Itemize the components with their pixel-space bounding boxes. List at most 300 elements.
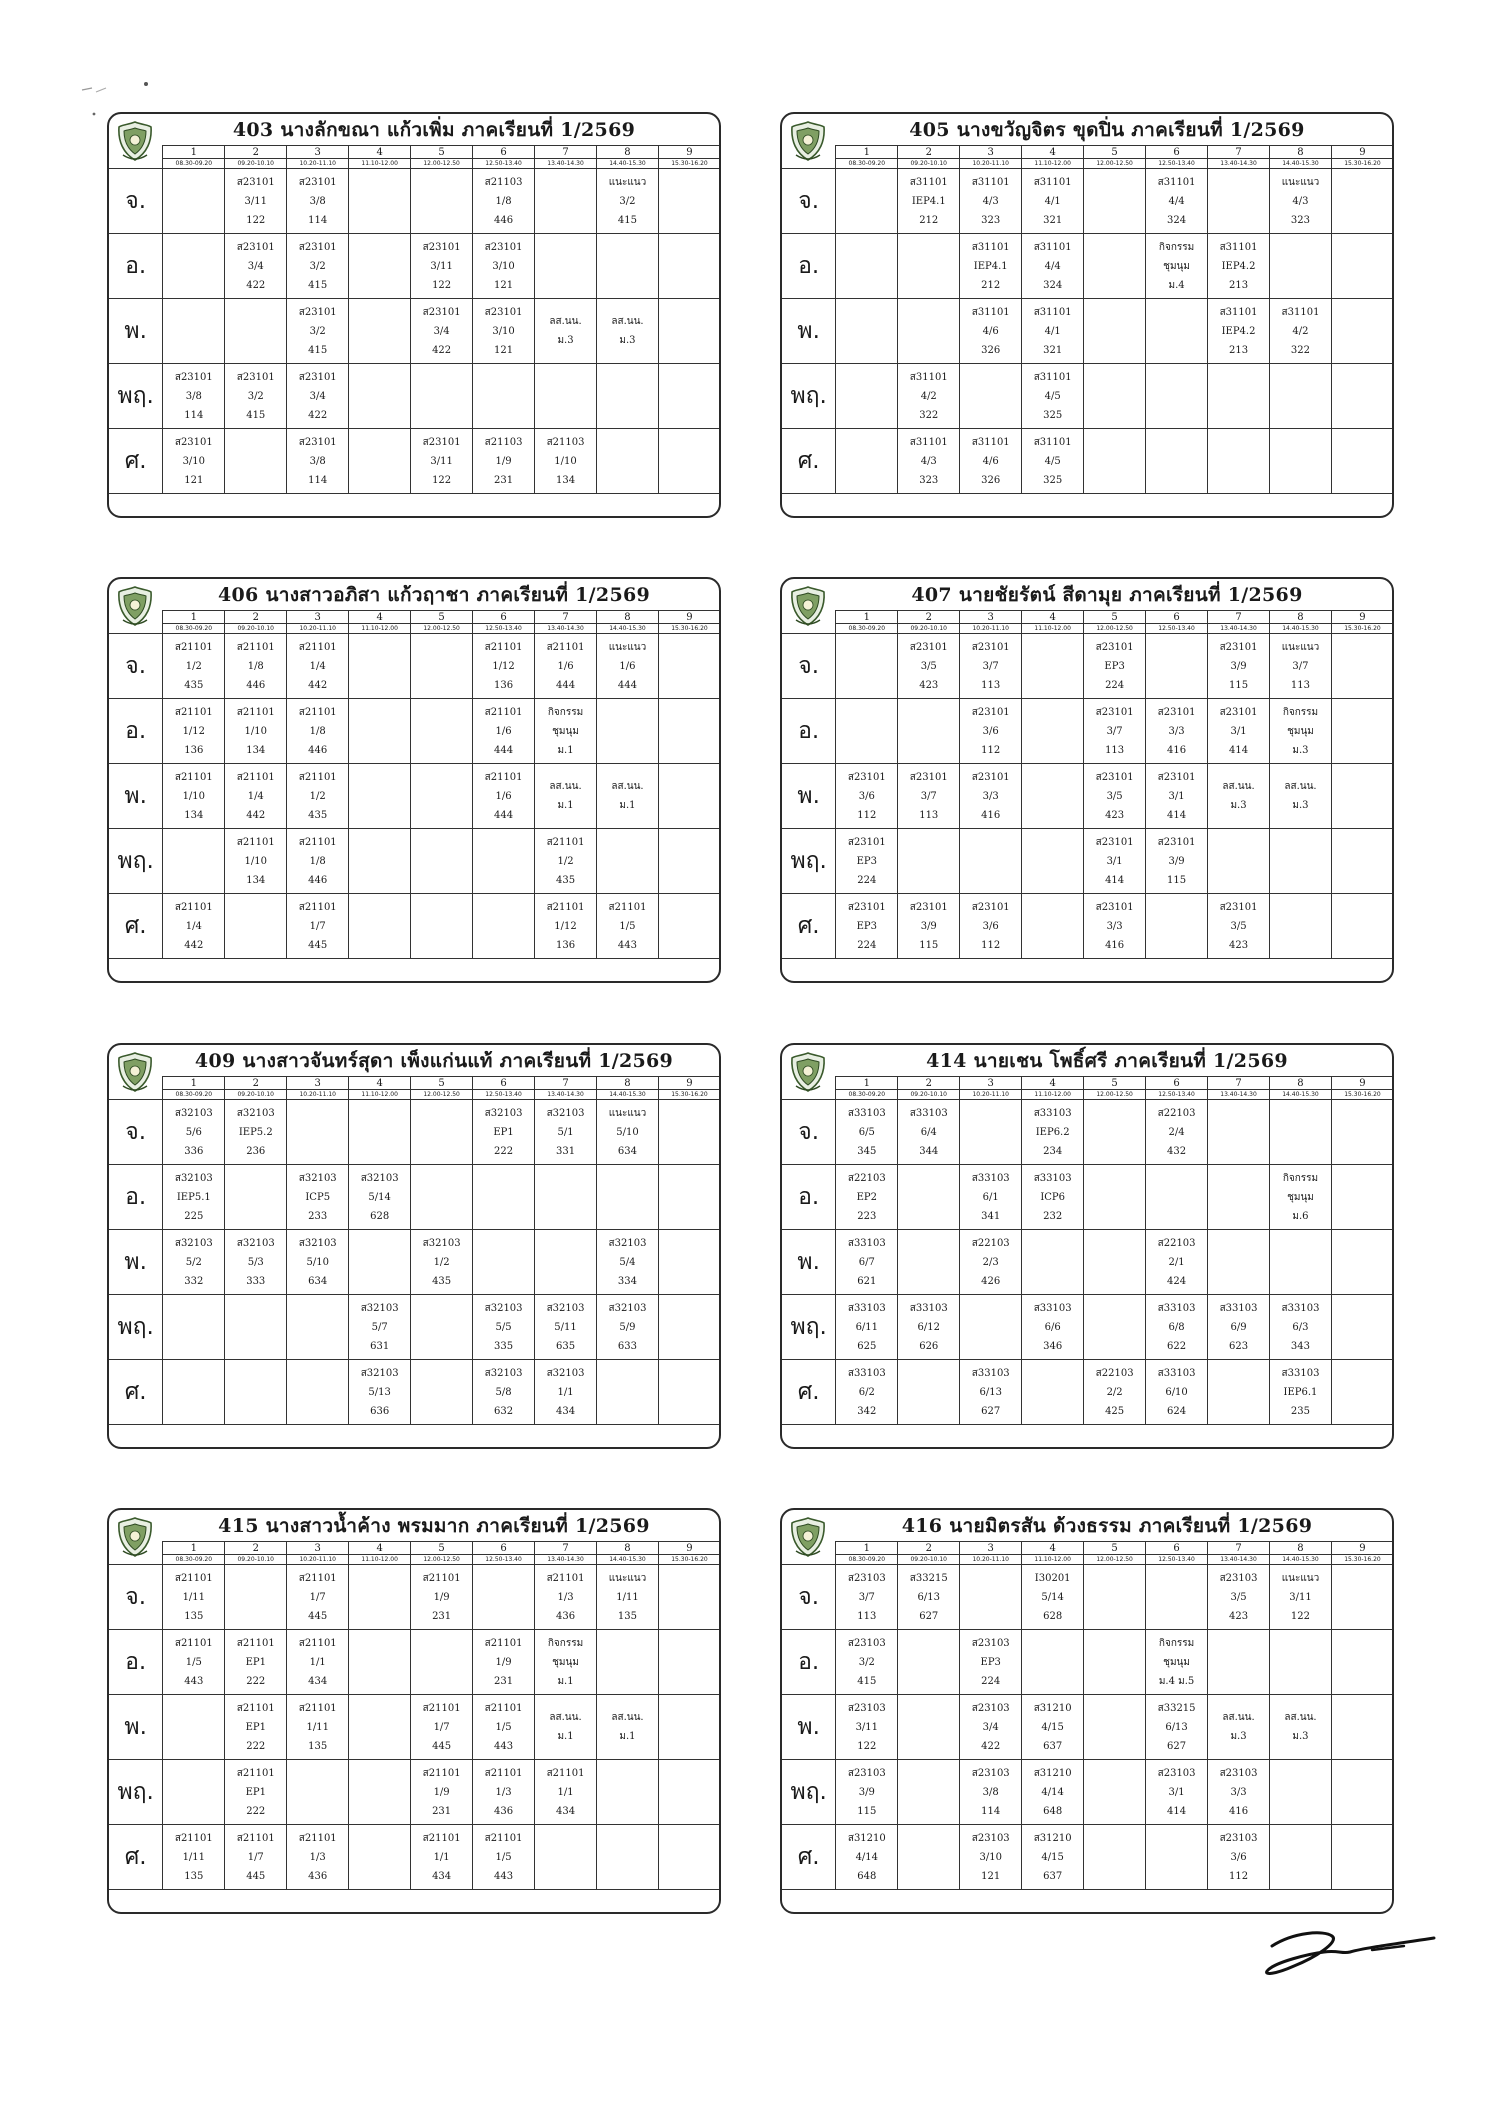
empty-cell bbox=[349, 1630, 411, 1695]
class-cell-line: 4/1 bbox=[1044, 195, 1061, 207]
period-number: 1 bbox=[836, 146, 898, 159]
empty-cell bbox=[411, 1360, 473, 1425]
class-cell bbox=[1022, 364, 1084, 429]
class-cell bbox=[1146, 1695, 1208, 1760]
class-cell-line: ส23101 bbox=[298, 436, 337, 448]
class-cell-line: 323 bbox=[1290, 214, 1311, 226]
period-number: 5 bbox=[411, 611, 473, 624]
timetable-grid bbox=[109, 1076, 721, 1425]
class-cell bbox=[411, 234, 473, 299]
period-number: 3 bbox=[287, 146, 349, 159]
day-row bbox=[109, 1360, 721, 1425]
class-cell-line: 114 bbox=[981, 1805, 1001, 1817]
class-cell-line: ส22103 bbox=[1095, 1367, 1134, 1379]
class-cell bbox=[597, 169, 659, 234]
class-cell-line: IEP4.2 bbox=[1221, 325, 1256, 337]
class-cell bbox=[960, 234, 1022, 299]
class-cell-line: 324 bbox=[1043, 279, 1063, 291]
day-row bbox=[109, 829, 721, 894]
class-cell bbox=[473, 1295, 535, 1360]
period-time: 08.30-09.20 bbox=[163, 159, 225, 169]
class-cell-line: 624 bbox=[1167, 1405, 1187, 1417]
period-number: 8 bbox=[1270, 611, 1332, 624]
day-label: ศ. bbox=[782, 1360, 836, 1425]
period-number-row bbox=[109, 1077, 721, 1090]
empty-cell bbox=[658, 764, 720, 829]
class-cell-line: ม.3 bbox=[557, 335, 574, 346]
header-corner bbox=[109, 1542, 163, 1565]
class-cell-line: 415 bbox=[857, 1675, 877, 1687]
empty-cell bbox=[225, 894, 287, 959]
class-cell-line: 1/10 bbox=[244, 725, 267, 737]
class-cell bbox=[473, 1360, 535, 1425]
class-cell-line: ส21101 bbox=[546, 1572, 585, 1584]
empty-cell bbox=[1331, 169, 1393, 234]
period-time: 15.30-16.20 bbox=[1331, 1555, 1393, 1565]
class-cell-line: ส21101 bbox=[236, 1702, 275, 1714]
class-cell-line: 3/3 bbox=[1230, 1786, 1247, 1798]
class-cell-line: 134 bbox=[246, 874, 266, 886]
class-cell-line: 341 bbox=[981, 1210, 1001, 1222]
class-cell-line: 1/10 bbox=[182, 790, 206, 802]
class-cell-line: ชุมนุม bbox=[1163, 1656, 1190, 1668]
class-cell-line: ม.1 bbox=[557, 800, 574, 811]
empty-cell bbox=[960, 364, 1022, 429]
period-number: 9 bbox=[658, 1077, 720, 1090]
class-cell-line: 112 bbox=[981, 744, 1001, 756]
class-cell-line: 322 bbox=[919, 409, 939, 421]
class-cell bbox=[473, 1760, 535, 1825]
day-label: จ. bbox=[109, 1100, 163, 1165]
class-cell bbox=[1270, 764, 1332, 829]
class-cell-line: 136 bbox=[555, 939, 576, 951]
class-cell-line: 5/5 bbox=[495, 1321, 512, 1333]
day-label: อ. bbox=[782, 234, 836, 299]
class-cell-line: 1/12 bbox=[554, 920, 577, 932]
class-cell-line: ส23101 bbox=[847, 771, 886, 783]
class-cell-line: 2/1 bbox=[1168, 1256, 1185, 1268]
class-cell-line: 2/2 bbox=[1106, 1386, 1123, 1398]
class-cell-line: 1/2 bbox=[185, 660, 202, 672]
header-corner bbox=[782, 1542, 836, 1565]
period-number: 6 bbox=[473, 611, 535, 624]
empty-cell bbox=[898, 1695, 960, 1760]
empty-cell bbox=[960, 1565, 1022, 1630]
period-number: 9 bbox=[1331, 1077, 1393, 1090]
period-time: 12.50-13.40 bbox=[1146, 624, 1208, 634]
class-cell-line: ส33215 bbox=[1157, 1702, 1196, 1714]
day-label: อ. bbox=[782, 1165, 836, 1230]
empty-cell bbox=[836, 299, 898, 364]
class-cell-line: ส23101 bbox=[1095, 706, 1134, 718]
class-cell-line: 426 bbox=[981, 1275, 1001, 1287]
period-number: 8 bbox=[1270, 1542, 1332, 1555]
class-cell-line: 2/3 bbox=[982, 1256, 999, 1268]
class-cell-line: 3/8 bbox=[185, 390, 202, 402]
class-cell-line: แนะแนว bbox=[1281, 641, 1320, 653]
class-cell-line: ม.4 ม.5 bbox=[1158, 1675, 1195, 1687]
period-time: 10.20-11.10 bbox=[287, 1090, 349, 1100]
class-cell-line: 113 bbox=[919, 809, 939, 821]
class-cell-line: ส23101 bbox=[236, 241, 275, 253]
class-cell-line: ส32103 bbox=[484, 1107, 523, 1119]
timetable-grid bbox=[109, 610, 721, 959]
class-cell bbox=[411, 429, 473, 494]
period-time: 12.50-13.40 bbox=[473, 159, 535, 169]
empty-cell bbox=[163, 234, 225, 299]
period-time: 13.40-14.30 bbox=[1208, 159, 1270, 169]
empty-cell bbox=[163, 169, 225, 234]
class-cell-line: 321 bbox=[1043, 344, 1063, 356]
empty-cell bbox=[535, 1825, 597, 1890]
class-cell-line: ส23103 bbox=[1157, 1767, 1196, 1779]
class-cell-line: 3/9 bbox=[858, 1786, 875, 1798]
period-time: 10.20-11.10 bbox=[287, 624, 349, 634]
day-row bbox=[109, 699, 721, 764]
class-cell-line: 635 bbox=[555, 1340, 576, 1352]
empty-cell bbox=[287, 1360, 349, 1425]
class-cell-line: 632 bbox=[494, 1405, 514, 1417]
class-cell-line: 5/4 bbox=[619, 1256, 636, 1268]
period-time: 13.40-14.30 bbox=[1208, 624, 1270, 634]
class-cell-line: EP1 bbox=[245, 1656, 266, 1668]
empty-cell bbox=[535, 364, 597, 429]
period-number: 2 bbox=[898, 1077, 960, 1090]
timetable-card bbox=[780, 112, 1394, 518]
class-cell-line: 446 bbox=[308, 874, 328, 886]
day-row bbox=[782, 1360, 1394, 1425]
class-cell bbox=[287, 894, 349, 959]
period-time: 11.10-12.00 bbox=[1022, 1090, 1084, 1100]
class-cell-line: ม.1 bbox=[619, 800, 636, 811]
class-cell bbox=[960, 169, 1022, 234]
empty-cell bbox=[411, 1100, 473, 1165]
class-cell-line: ส23101 bbox=[909, 771, 948, 783]
card-title: 405 นางขวัญจิตร ขุดปิ่น ภาคเรียนที่ 1/2569 bbox=[909, 119, 1305, 141]
empty-cell bbox=[1331, 1100, 1393, 1165]
timetable-grid bbox=[109, 1541, 721, 1890]
timetable-grid bbox=[782, 1076, 1394, 1425]
class-cell-line: ส23101 bbox=[1157, 836, 1196, 848]
class-cell-line: กิจกรรม bbox=[1282, 1172, 1319, 1184]
day-label: จ. bbox=[782, 1100, 836, 1165]
empty-cell bbox=[597, 1630, 659, 1695]
class-cell-line: 3/11 bbox=[855, 1721, 879, 1733]
class-cell-line: ส33103 bbox=[1157, 1302, 1196, 1314]
class-cell bbox=[287, 234, 349, 299]
class-cell bbox=[836, 1695, 898, 1760]
day-label: พฤ. bbox=[109, 364, 163, 429]
class-cell-line: ส21101 bbox=[298, 1702, 337, 1714]
empty-cell bbox=[1022, 1230, 1084, 1295]
period-time: 14.40-15.30 bbox=[1270, 159, 1332, 169]
day-row bbox=[109, 1630, 721, 1695]
class-cell-line: ม.3 bbox=[1230, 800, 1247, 811]
period-time: 12.50-13.40 bbox=[1146, 1090, 1208, 1100]
class-cell bbox=[960, 429, 1022, 494]
empty-cell bbox=[898, 1165, 960, 1230]
day-row bbox=[109, 1100, 721, 1165]
empty-cell bbox=[1084, 1230, 1146, 1295]
class-cell-line: แนะแนว bbox=[608, 1572, 647, 1584]
class-cell bbox=[473, 1695, 535, 1760]
day-label: อ. bbox=[109, 1165, 163, 1230]
class-cell bbox=[960, 1630, 1022, 1695]
class-cell-line: 335 bbox=[494, 1340, 514, 1352]
class-cell-line: 434 bbox=[555, 1805, 576, 1817]
period-time: 14.40-15.30 bbox=[1270, 1555, 1332, 1565]
empty-cell bbox=[898, 1825, 960, 1890]
class-cell-line: ส23101 bbox=[1219, 706, 1258, 718]
class-cell-line: 6/10 bbox=[1165, 1386, 1188, 1398]
class-cell-line: ส23101 bbox=[847, 901, 886, 913]
timetable-card bbox=[107, 112, 721, 518]
class-cell-line: 122 bbox=[432, 474, 452, 486]
class-cell bbox=[898, 634, 960, 699]
class-cell bbox=[411, 1565, 473, 1630]
empty-cell bbox=[597, 1165, 659, 1230]
class-cell bbox=[473, 429, 535, 494]
period-number: 6 bbox=[473, 1077, 535, 1090]
empty-cell bbox=[658, 829, 720, 894]
class-cell-line: 3/3 bbox=[982, 790, 999, 802]
class-cell bbox=[473, 169, 535, 234]
class-cell bbox=[960, 1165, 1022, 1230]
class-cell-line: 445 bbox=[308, 1610, 328, 1622]
class-cell-line: ส21101 bbox=[422, 1767, 461, 1779]
class-cell-line: ส31101 bbox=[1033, 371, 1072, 383]
period-number: 4 bbox=[349, 611, 411, 624]
period-number: 5 bbox=[411, 146, 473, 159]
day-row bbox=[782, 1230, 1394, 1295]
empty-cell bbox=[658, 1760, 720, 1825]
period-number: 2 bbox=[225, 146, 287, 159]
class-cell-line: 434 bbox=[432, 1870, 452, 1882]
period-time: 12.00-12.50 bbox=[1084, 1090, 1146, 1100]
day-row bbox=[109, 234, 721, 299]
class-cell-line: 3/11 bbox=[430, 260, 453, 272]
period-number-row bbox=[782, 1542, 1394, 1555]
class-cell-line: 1/11 bbox=[182, 1591, 206, 1603]
empty-cell bbox=[1022, 1630, 1084, 1695]
empty-cell bbox=[411, 1165, 473, 1230]
day-label: ศ. bbox=[782, 894, 836, 959]
day-label: พ. bbox=[109, 299, 163, 364]
class-cell-line: 212 bbox=[919, 214, 939, 226]
class-cell bbox=[898, 894, 960, 959]
class-cell-line: 235 bbox=[1290, 1405, 1311, 1417]
empty-cell bbox=[898, 1760, 960, 1825]
class-cell bbox=[535, 1100, 597, 1165]
class-cell bbox=[535, 634, 597, 699]
class-cell-line: 626 bbox=[919, 1340, 939, 1352]
class-cell-line: 5/14 bbox=[368, 1191, 391, 1203]
class-cell-line: 423 bbox=[1228, 1610, 1249, 1622]
timetable-card bbox=[107, 1508, 721, 1914]
class-cell-line: 631 bbox=[370, 1340, 390, 1352]
class-cell-line: ส23101 bbox=[484, 306, 523, 318]
class-cell-line: ส33103 bbox=[1219, 1302, 1258, 1314]
class-cell-line: ส21101 bbox=[236, 706, 275, 718]
class-cell-line: ส31101 bbox=[1033, 176, 1072, 188]
empty-cell bbox=[1022, 699, 1084, 764]
class-cell-line: ส21101 bbox=[422, 1832, 461, 1844]
class-cell-line: ม.3 bbox=[619, 335, 636, 346]
day-label: อ. bbox=[109, 699, 163, 764]
class-cell-line: 6/6 bbox=[1044, 1321, 1061, 1333]
period-time: 09.20-10.10 bbox=[225, 1555, 287, 1565]
class-cell-line: ส21101 bbox=[236, 836, 275, 848]
empty-cell bbox=[898, 829, 960, 894]
day-row bbox=[782, 1760, 1394, 1825]
period-number: 7 bbox=[535, 146, 597, 159]
class-cell-line: 3/10 bbox=[492, 260, 515, 272]
class-cell-line: 443 bbox=[494, 1870, 514, 1882]
class-cell-line: 1/11 bbox=[182, 1851, 206, 1863]
class-cell-line: 3/2 bbox=[247, 390, 264, 402]
class-cell-line: 224 bbox=[857, 874, 877, 886]
class-cell bbox=[163, 634, 225, 699]
class-cell-line: 415 bbox=[246, 409, 266, 421]
class-cell-line: แนะแนว bbox=[1281, 176, 1320, 188]
class-cell-line: ส31101 bbox=[971, 306, 1010, 318]
class-cell bbox=[1022, 1295, 1084, 1360]
class-cell-line: 232 bbox=[1043, 1210, 1063, 1222]
period-number: 3 bbox=[287, 1077, 349, 1090]
class-cell-line: ICP6 bbox=[1040, 1191, 1066, 1203]
empty-cell bbox=[1084, 1695, 1146, 1760]
empty-cell bbox=[597, 1760, 659, 1825]
empty-cell bbox=[836, 429, 898, 494]
class-cell-line: ส21101 bbox=[174, 771, 213, 783]
class-cell-line: ส23103 bbox=[971, 1767, 1010, 1779]
period-time: 15.30-16.20 bbox=[658, 624, 720, 634]
class-cell bbox=[597, 299, 659, 364]
class-cell-line: ส33215 bbox=[909, 1572, 948, 1584]
empty-cell bbox=[658, 429, 720, 494]
class-cell-line: 1/5 bbox=[495, 1721, 512, 1733]
class-cell-line: 3/10 bbox=[492, 325, 515, 337]
period-number: 5 bbox=[411, 1542, 473, 1555]
class-cell-line: 3/6 bbox=[1230, 1851, 1247, 1863]
class-cell-line: EP1 bbox=[493, 1126, 514, 1138]
class-cell-line: 634 bbox=[308, 1275, 328, 1287]
class-cell-line: 5/13 bbox=[368, 1386, 391, 1398]
class-cell-line: 6/9 bbox=[1230, 1321, 1247, 1333]
class-cell-line: 414 bbox=[1167, 1805, 1187, 1817]
empty-cell bbox=[1208, 1230, 1270, 1295]
class-cell bbox=[960, 699, 1022, 764]
empty-cell bbox=[898, 234, 960, 299]
class-cell-line: 222 bbox=[494, 1145, 514, 1157]
class-cell-line: กิจกรรม bbox=[1158, 241, 1195, 253]
card-title: 416 นายมิตรสัน ด้วงธรรม ภาคเรียนที่ 1/2569 bbox=[901, 1515, 1313, 1537]
class-cell bbox=[1022, 1565, 1084, 1630]
class-cell bbox=[163, 699, 225, 764]
class-cell-line: ส33103 bbox=[1157, 1367, 1196, 1379]
class-cell-line: 3/5 bbox=[920, 660, 937, 672]
period-time: 13.40-14.30 bbox=[535, 159, 597, 169]
class-cell-line: 3/2 bbox=[309, 325, 326, 337]
empty-cell bbox=[1022, 829, 1084, 894]
class-cell bbox=[287, 299, 349, 364]
class-cell bbox=[1208, 699, 1270, 764]
class-cell bbox=[1084, 894, 1146, 959]
period-time: 08.30-09.20 bbox=[836, 1555, 898, 1565]
class-cell-line: 434 bbox=[555, 1405, 576, 1417]
class-cell bbox=[1022, 169, 1084, 234]
class-cell-line: ส23101 bbox=[1095, 641, 1134, 653]
class-cell bbox=[535, 699, 597, 764]
class-cell bbox=[473, 1825, 535, 1890]
class-cell bbox=[225, 1760, 287, 1825]
class-cell-line: IEP4.2 bbox=[1221, 260, 1256, 272]
period-time: 11.10-12.00 bbox=[1022, 624, 1084, 634]
class-cell-line: 1/1 bbox=[557, 1386, 574, 1398]
empty-cell bbox=[898, 1360, 960, 1425]
empty-cell bbox=[1331, 699, 1393, 764]
class-cell-line: 236 bbox=[246, 1145, 266, 1157]
class-cell-line: 6/5 bbox=[858, 1126, 875, 1138]
class-cell-line: ส23101 bbox=[971, 641, 1010, 653]
class-cell-line: 3/6 bbox=[858, 790, 875, 802]
empty-cell bbox=[411, 699, 473, 764]
class-cell-line: ส31210 bbox=[847, 1832, 886, 1844]
class-cell-line: 445 bbox=[246, 1870, 266, 1882]
class-cell-line: 112 bbox=[1228, 1870, 1249, 1882]
class-cell-line: EP1 bbox=[245, 1786, 266, 1798]
empty-cell bbox=[163, 1760, 225, 1825]
empty-cell bbox=[1084, 234, 1146, 299]
class-cell-line: ส21101 bbox=[484, 771, 523, 783]
empty-cell bbox=[225, 1565, 287, 1630]
day-row bbox=[782, 829, 1394, 894]
class-cell-line: ชุมนุม bbox=[1287, 725, 1314, 737]
class-cell bbox=[163, 1165, 225, 1230]
class-cell-line: 1/7 bbox=[309, 920, 326, 932]
empty-cell bbox=[1146, 634, 1208, 699]
class-cell-line: 1/6 bbox=[495, 790, 512, 802]
class-cell-line: ส31210 bbox=[1033, 1767, 1072, 1779]
class-cell bbox=[1084, 1360, 1146, 1425]
period-time: 11.10-12.00 bbox=[349, 624, 411, 634]
class-cell-line: ส32103 bbox=[546, 1302, 585, 1314]
period-number: 3 bbox=[960, 1542, 1022, 1555]
empty-cell bbox=[1331, 1165, 1393, 1230]
class-cell-line: 212 bbox=[981, 279, 1001, 291]
period-number: 3 bbox=[287, 1542, 349, 1555]
timetable-grid bbox=[782, 610, 1394, 959]
class-cell-line: ส23101 bbox=[422, 241, 461, 253]
empty-cell bbox=[163, 1360, 225, 1425]
class-cell-line: 435 bbox=[308, 809, 328, 821]
class-cell bbox=[225, 1825, 287, 1890]
class-cell bbox=[163, 364, 225, 429]
class-cell-line: ส32103 bbox=[484, 1302, 523, 1314]
empty-cell bbox=[349, 764, 411, 829]
period-number: 7 bbox=[1208, 1077, 1270, 1090]
class-cell bbox=[1208, 1565, 1270, 1630]
class-cell-line: 5/2 bbox=[185, 1256, 202, 1268]
empty-cell bbox=[1331, 1695, 1393, 1760]
class-cell-line: 634 bbox=[617, 1145, 638, 1157]
period-number: 2 bbox=[225, 1542, 287, 1555]
class-cell-line: ส21101 bbox=[236, 771, 275, 783]
empty-cell bbox=[1084, 1165, 1146, 1230]
class-cell bbox=[1084, 699, 1146, 764]
class-cell-line: 321 bbox=[1043, 214, 1063, 226]
class-cell-line: 5/8 bbox=[495, 1386, 512, 1398]
